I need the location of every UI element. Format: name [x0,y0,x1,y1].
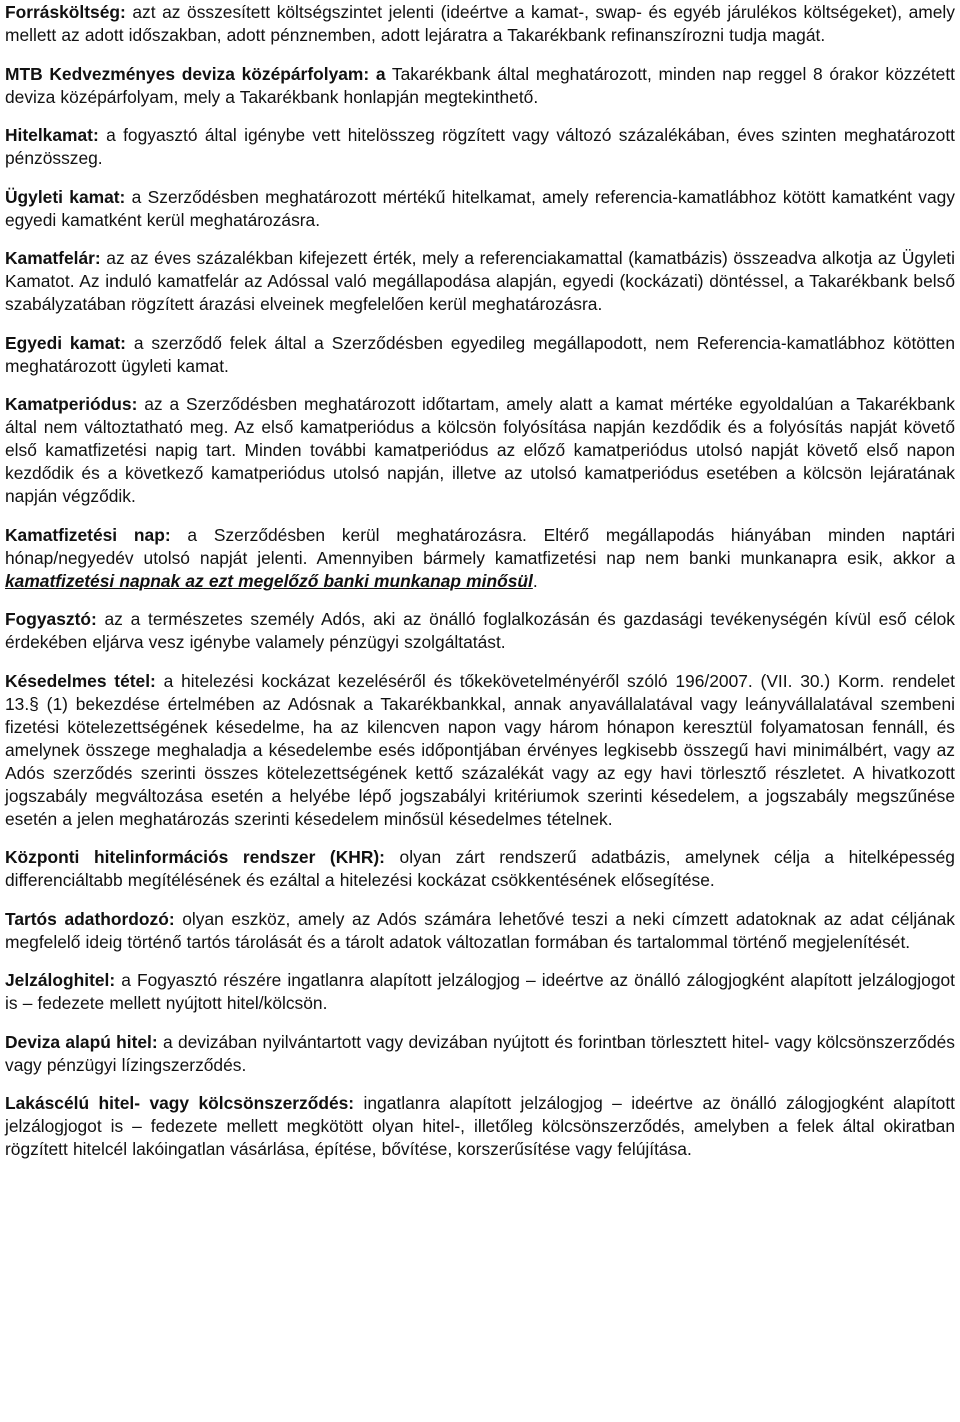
definition-text: ingatlanra alapított jelzálogjog – ideértve az önálló zálogjogként alapított jelzálogjogot is – fedezete mellett megkötött olyan hitel-, illetőleg kölcsönszerződés, amelyben a felek által okiratban rögzített hitelcél lakóingatlan vásárlása, építése, bővítése, korszerűsítése vagy felújítása. [5,1093,955,1159]
definition-deviza-alapu-hitel [5,1031,955,1077]
definition-term: Fogyasztó: [5,609,97,629]
definition-text: olyan zárt rendszerű adatbázis, amelynek célja a hitelképesség differenciáltabb megítélésének és ezáltal a hitelezési kockázat csökkentésének elősegítése. [5,847,955,890]
definition-text: az az éves százalékban kifejezett érték, mely a referenciakamattal (kamatbázis) összeadva alkotja az Ügyleti Kamatot. Az induló kamatfelár az Adóssal való megállapodása alapján, egyedi (kockázati) döntéssel, a Takarékbank belső szabályzatában rögzített árazási elveinek megfelelően kerül meghatározásra. [5,248,955,314]
definition-fogyaszto [5,608,955,654]
definition-text: a Szerződésben meghatározott mértékű hitelkamat, amely referencia-kamatlábhoz kötött kamatként vagy egyedi kamatként kerül meghatározásra. [5,186,955,230]
definition-text: a devizában nyilvántartott vagy devizában nyújtott és forintban törlesztett hitel- vagy kölcsönszerződés vagy pénzügyi lízingszerződés. [5,1031,956,1075]
definition-term: Hitelkamat: [5,125,99,145]
definition-term: Központi hitelinformációs rendszer (KHR): [5,847,385,867]
definition-text: az a természetes személy Adós, aki az önálló foglalkozásán és gazdasági tevékenységén kívül eső célok érdekében eljárva vesz igénybe valamely pénzügyi szolgáltatást. [5,609,955,652]
definition-text: a Fogyasztó részére ingatlanra alapított jelzálogjog – ideértve az önálló zálogjogként alapított jelzálogjogot is – fedezete mellett nyújtott hitel/kölcsön. [5,970,955,1013]
definition-text: az a Szerződésben meghatározott időtartam, amely alatt a kamat mértéke egyoldalúan a Takarékbank által nem változtatható meg. Az első kamatperiódus a kölcsön folyósítása napján kezdődik és a folyósítás napját követő első kamatfizetési napig tart. Minden további kamatperiódus az előző kamatperiódus utolsó napját követő első napon kezdődik és a következő kamatperiódus utolsó napján, illetve az utolsó kamatperiódus esetében a kölcsön lejáratának napján végződik. [5,394,955,506]
definition-kamatperiodus [5,393,955,508]
definition-term: Deviza alapú hitel: [5,1031,158,1052]
definition-text: a szerződő felek által a Szerződésben egyedileg megállapodott, nem Referencia-kamatlábhoz kötötten meghatározott ügyleti kamat. [5,332,955,376]
definition-term: Ügyleti kamat: [5,186,126,207]
definition-egyedi-kamat [5,332,955,378]
definition-emphasis: kamatfizetési napnak az ezt megelőző banki munkanap minősül [5,570,533,591]
definition-term: Jelzáloghitel: [5,970,116,990]
definition-text: Takarékbank által meghatározott, minden nap reggel 8 órakor közzétett deviza középárfolyam, mely a Takarékbank honlapján megtekinthető. [5,63,955,107]
definition-kesedelmes-tetel [5,670,955,831]
definition-term: MTB Kedvezményes deviza középárfolyam: a [5,63,386,84]
definition-text: azt az összesített költségszintet jelenti (ideértve a kamat-, swap- és egyéb járulékos költségeket), amely mellett az adott időszakban, adott pénznemben, adott lejáratra a Takarékbank refinanszírozni tudja magát. [5,2,955,45]
definition-text: a hitelezési kockázat kezeléséről és tőkekövetelményéről szóló 196/2007. (VII. 30.) Korm. rendelet 13.§ (1) bekezdése értelmében az Adósnak a Takarékbankkal, annak anyavállalatával vagy leányvállalatával szembeni fizetési kötelezettségének késedelme, ha az kilencven napon vagy három hónapon keresztül folyamatosan fennáll, és amelynek összege meghaladja a késedelembe esés időpontjában érvényes legkisebb összegű havi minimálbért, vagy az Adós szerződés szerinti összes kötelezettségének kettő százalékát vagy az egy havi törlesztő részletet. A hivatkozott jogszabály megváltozása esetén a helyébe lépő jogszabályi kritériumok szerinti késedelem, a jogszabály megszűnése esetén a jelen meghatározás szerinti késedelem minősül késedelmes tételnek. [5,670,955,829]
definition-text-after: . [532,570,538,591]
definition-term: Egyedi kamat: [5,332,126,353]
definition-term: Tartós adathordozó: [5,908,175,929]
definition-text: olyan eszköz, amely az Adós számára lehetővé teszi a neki címzett adatoknak az adat céljának megfelelő ideig történő tartós tárolását és a tárolt adatok változatlan formában és tartalommal történő megjelenítését. [5,908,955,952]
definition-term: Forrásköltség: [5,2,126,22]
definition-tartos-adathordozo [5,908,955,954]
definition-lakascelu-hitel [5,1092,955,1161]
definition-kamatfelar [5,247,955,316]
definition-text: a Szerződésben kerül meghatározásra. Eltérő megállapodás hiányában minden naptári hónap/negyedév utolsó napját jelenti. Amennyiben bármely kamatfizetési nap nem banki munkanapra esik, akkor a [5,524,955,568]
definition-term: Kamatfizetési nap: [5,524,171,545]
definition-kozponti-hitelinformacios-rendszer [5,846,955,892]
definition-kamatfizetesi-nap [5,524,955,593]
definition-ugyleti-kamat [5,186,955,232]
definition-term: Kamatperiódus: [5,394,138,414]
definition-term: Késedelmes tétel: [5,670,156,691]
definition-text: a fogyasztó által igénybe vett hitelösszeg rögzített vagy változó százalékában, éves szinten meghatározott pénzösszeg. [5,125,955,168]
definition-jelzaloghitel [5,969,955,1015]
definition-term: Lakáscélú hitel- vagy kölcsönszerződés: [5,1093,355,1113]
definition-term: Kamatfelár: [5,248,101,268]
definition-mtb-kedvezmenyes-deviza-kozeparfolyam [5,63,955,109]
definition-forraskoltseg [5,1,955,47]
definition-hitelkamat [5,124,955,170]
